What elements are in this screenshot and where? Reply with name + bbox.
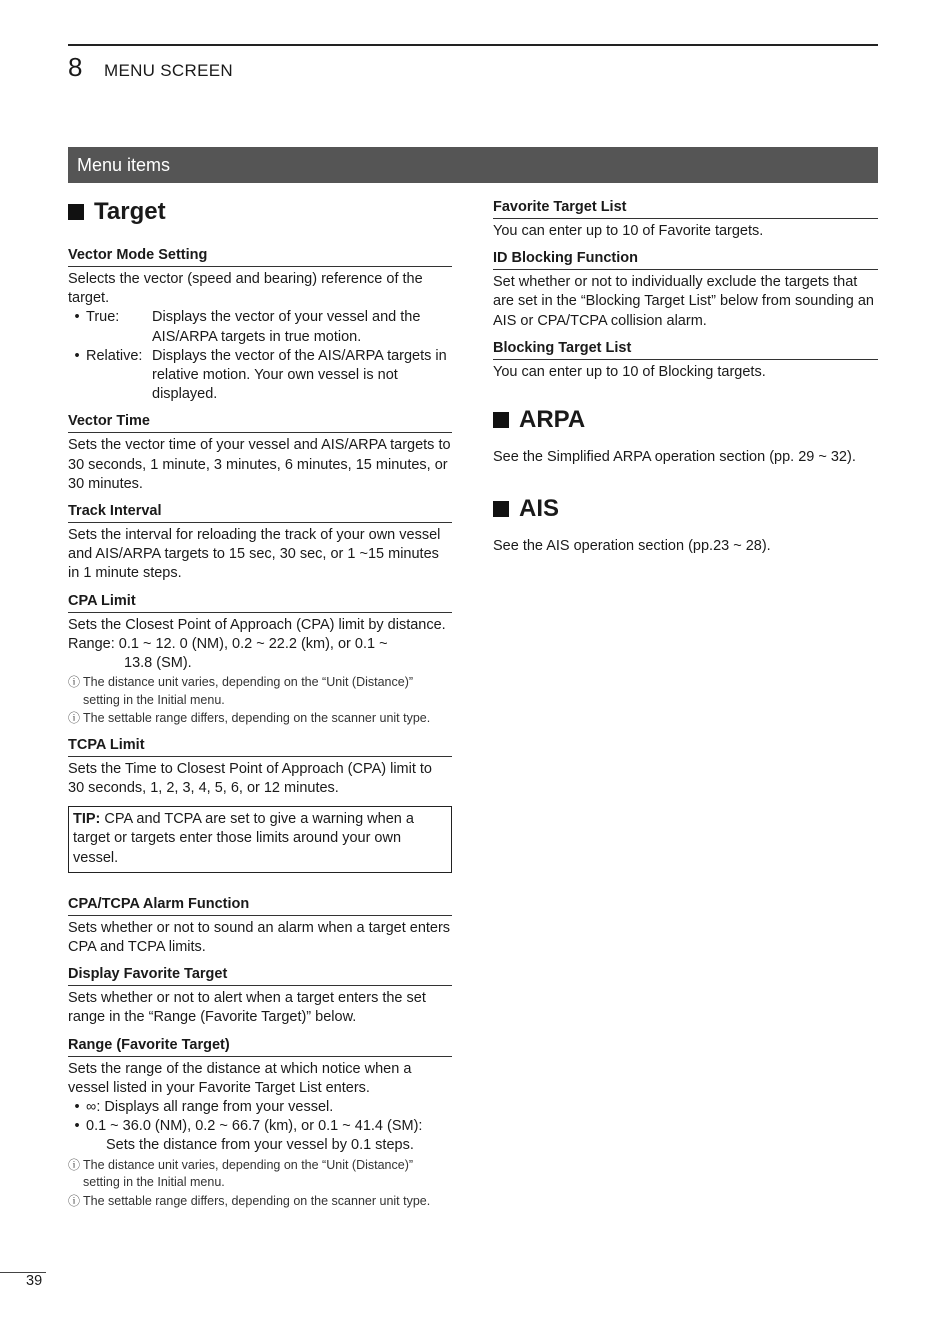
cpa-limit-section <box>68 592 452 728</box>
right-column <box>493 196 878 556</box>
header-rule <box>68 44 878 46</box>
arpa-desc: See the Simplified ARPA operation section (pp. 29 ~ 32). <box>493 449 856 466</box>
range-note-2 <box>68 1193 452 1211</box>
vector-mode-section <box>68 246 452 404</box>
bullet-icon: • <box>74 1098 80 1115</box>
vector-mode-relative-item <box>68 347 452 405</box>
bullet-icon: • <box>74 309 80 326</box>
ais-heading <box>493 493 878 525</box>
favorite-list-desc: You can enter up to 10 of Favorite targets. <box>493 223 764 239</box>
tcpa-limit-title: TCPA Limit <box>68 736 452 757</box>
track-interval-title: Track Interval <box>68 502 452 523</box>
vector-mode-desc: Selects the vector (speed and bearing) reference of the target. <box>68 271 423 307</box>
track-interval-desc: Sets the interval for reloading the track of your own vessel and AIS/ARPA targets to 15 sec, 30 sec, or 1 ~15 minutes in 1 minute steps. <box>68 527 441 582</box>
range-favorite-title: Range (Favorite Target) <box>68 1036 452 1057</box>
alarm-function-title: CPA/TCPA Alarm Function <box>68 895 452 916</box>
tip-label: TIP: <box>73 811 101 828</box>
info-icon: ⓘ <box>68 1193 81 1208</box>
range-favorite-desc: Sets the range of the distance at which notice when a vessel listed in your Favorite Target List enters. <box>68 1060 412 1096</box>
alarm-function-section <box>68 895 452 957</box>
range-bullet-1-text: ∞: Displays all range from your vessel. <box>86 1098 334 1115</box>
range-note-2-text: The settable range differs, depending on the scanner unit type. <box>83 1193 431 1208</box>
chapter-title: MENU SCREEN <box>104 61 233 80</box>
true-label: True: <box>86 309 120 326</box>
range-bullet-2-cont: Sets the distance from your vessel by 0.1 steps. <box>106 1137 414 1154</box>
alarm-function-desc: Sets whether or not to sound an alarm when a target enters CPA and TCPA limits. <box>68 919 451 955</box>
vector-mode-title: Vector Mode Setting <box>68 246 452 267</box>
tcpa-limit-desc: Sets the Time to Closest Point of Approach (CPA) limit to 30 seconds, 1, 2, 3, 4, 5, 6, or 12 minutes. <box>68 760 432 796</box>
display-favorite-section <box>68 965 452 1027</box>
ais-heading-text: AIS <box>519 495 560 523</box>
track-interval-section <box>68 502 452 584</box>
ais-desc: See the AIS operation section (pp.23 ~ 28). <box>493 538 771 555</box>
left-column <box>68 196 452 1210</box>
target-heading <box>68 196 452 228</box>
blocking-list-desc: You can enter up to 10 of Blocking targets. <box>493 363 766 380</box>
cpa-limit-desc: Sets the Closest Point of Approach (CPA) limit by distance. <box>68 616 446 633</box>
vector-time-section <box>68 412 452 494</box>
vector-time-title: Vector Time <box>68 412 452 433</box>
range-bullet-2-text: 0.1 ~ 36.0 (NM), 0.2 ~ 66.7 (km), or 0.1 ~ 41.4 (SM): <box>86 1118 423 1135</box>
range-favorite-section <box>68 1036 452 1211</box>
bullet-icon: • <box>74 1118 80 1135</box>
square-bullet-icon <box>493 412 509 428</box>
id-blocking-desc: Set whether or not to individually exclude the targets that are set in the “Blocking Target List” below from sounding an AIS or CPA/TCPA collision alarm. <box>493 274 874 329</box>
true-desc: Displays the vector of your vessel and the AIS/ARPA targets in true motion. <box>152 309 421 345</box>
range-favorite-bullet-2 <box>68 1117 452 1136</box>
display-favorite-title: Display Favorite Target <box>68 965 452 986</box>
range-favorite-bullet-1 <box>68 1098 452 1117</box>
vector-mode-true-item <box>68 308 452 346</box>
cpa-note-1 <box>68 674 452 709</box>
page-number: 39 <box>26 1273 43 1289</box>
relative-label: Relative: <box>86 347 143 364</box>
id-blocking-section <box>493 249 878 331</box>
blocking-list-title: Blocking Target List <box>493 339 878 360</box>
chapter-number: 8 <box>68 52 83 82</box>
cpa-limit-title: CPA Limit <box>68 592 452 613</box>
display-favorite-desc: Sets whether or not to alert when a target enters the set range in the “Range (Favorite Target)” below. <box>68 990 426 1026</box>
cpa-note-2 <box>68 710 452 728</box>
range-note-1 <box>68 1157 452 1192</box>
square-bullet-icon <box>68 204 84 220</box>
vector-time-desc: Sets the vector time of your vessel and AIS/ARPA targets to 30 seconds, 1 minute, 3 minutes, 6 minutes, 15 minutes, or 30 minutes. <box>68 437 451 492</box>
tip-box <box>68 806 452 873</box>
tip-text: CPA and TCPA are set to give a warning when a target or targets enter those limits around your own vessel. <box>73 811 414 866</box>
arpa-heading-text: ARPA <box>519 406 586 434</box>
relative-desc: Displays the vector of the AIS/ARPA targets in relative motion. Your own vessel is not displayed. <box>152 347 447 403</box>
cpa-note-2-text: The settable range differs, depending on the scanner unit type. <box>83 711 431 726</box>
cpa-note-1-text: The distance unit varies, depending on the “Unit (Distance)” setting in the Initial menu. <box>83 675 414 707</box>
section-band <box>68 147 878 183</box>
favorite-list-title: Favorite Target List <box>493 198 878 219</box>
range-note-1-text: The distance unit varies, depending on the “Unit (Distance)” setting in the Initial menu. <box>83 1157 414 1190</box>
target-heading-text: Target <box>94 198 166 225</box>
info-icon: ⓘ <box>68 711 81 726</box>
info-icon: ⓘ <box>68 675 81 690</box>
blocking-list-section <box>493 339 878 382</box>
cpa-range-line1: Range: 0.1 ~ 12. 0 (NM), 0.2 ~ 22.2 (km), or 0.1 ~ <box>68 635 388 652</box>
square-bullet-icon <box>493 501 509 517</box>
info-icon: ⓘ <box>68 1157 81 1172</box>
bullet-icon: • <box>74 347 80 364</box>
tcpa-limit-section <box>68 736 452 873</box>
favorite-list-section <box>493 198 878 241</box>
id-blocking-title: ID Blocking Function <box>493 249 878 270</box>
section-band-title: Menu items <box>77 155 171 175</box>
arpa-heading <box>493 404 878 436</box>
cpa-range-line2: 13.8 (SM). <box>124 655 192 672</box>
